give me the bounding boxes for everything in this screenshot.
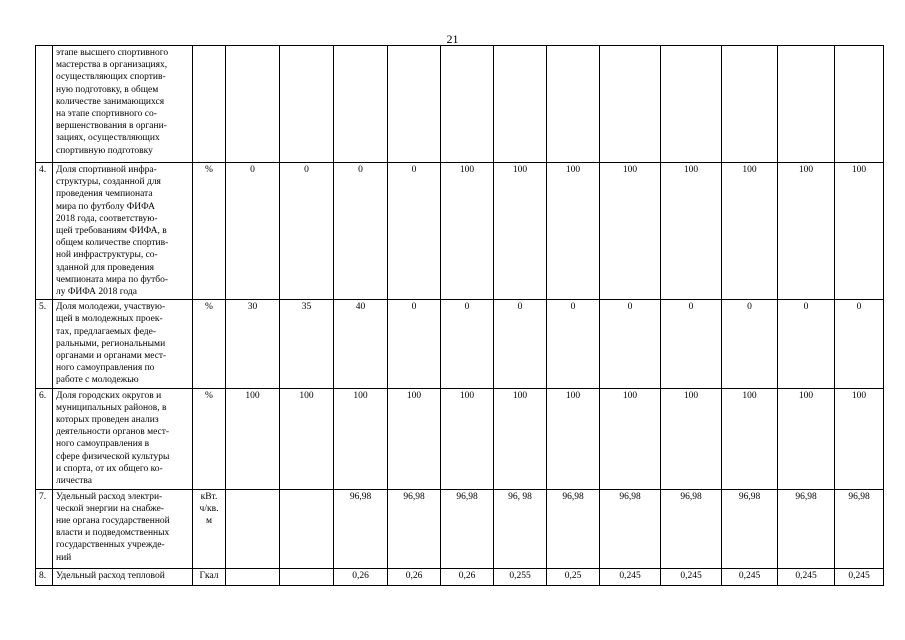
value-cell xyxy=(494,46,547,163)
indicator-line: 2018 года, соответствую- xyxy=(56,213,158,224)
indicator-line: муниципальных районов, в xyxy=(56,402,167,413)
table-row xyxy=(36,46,884,163)
indicator-line: ную подготовку, в общем xyxy=(56,84,159,95)
row-number: 4. xyxy=(36,163,53,300)
value-cell: 0 xyxy=(722,300,778,388)
value-cell: 96,98 xyxy=(388,489,441,568)
indicator-line: сфере физической культуры xyxy=(56,451,170,462)
unit-cell xyxy=(193,163,226,300)
indicator-line: личества xyxy=(56,476,93,487)
value-cell: 0 xyxy=(661,300,722,388)
unit-line: Гкал xyxy=(199,570,219,581)
unit-line: кВт. xyxy=(200,491,218,502)
indicator-name xyxy=(53,163,193,300)
indicator-line: государственных учрежде- xyxy=(56,540,165,551)
value-cell xyxy=(835,46,884,163)
value-cell: 96, 98 xyxy=(494,489,547,568)
value-cell: 96,98 xyxy=(547,489,600,568)
value-cell: 30 xyxy=(226,300,280,388)
value-cell: 40 xyxy=(334,300,388,388)
indicator-line: которых проведен анализ xyxy=(56,415,159,426)
value-cell: 0,245 xyxy=(778,568,835,585)
value-cell: 100 xyxy=(441,388,494,489)
value-cell: 0 xyxy=(547,300,600,388)
value-cell: 0 xyxy=(835,300,884,388)
value-cell: 96,98 xyxy=(334,489,388,568)
value-cell: 96,98 xyxy=(835,489,884,568)
unit-line: ч/кв. xyxy=(199,503,219,514)
indicator-name xyxy=(53,46,193,163)
value-cell: 96,98 xyxy=(661,489,722,568)
indicators-table xyxy=(35,45,884,586)
indicator-line: мира по футболу ФИФА xyxy=(56,201,155,212)
value-cell: 0 xyxy=(334,163,388,300)
value-cell: 100 xyxy=(661,388,722,489)
value-cell: 0 xyxy=(388,163,441,300)
value-cell: 100 xyxy=(600,388,661,489)
value-cell: 100 xyxy=(722,163,778,300)
indicator-line: общем количестве спортив- xyxy=(56,238,169,249)
unit-cell xyxy=(193,300,226,388)
value-cell xyxy=(441,46,494,163)
indicator-name xyxy=(53,489,193,568)
indicator-line: чемпионата мира по футбо- xyxy=(56,274,169,285)
indicator-line: работе с молодежью xyxy=(56,375,139,386)
indicator-line: количестве занимающихся xyxy=(56,96,165,107)
indicator-line: вершенствования в органи- xyxy=(56,121,167,132)
unit-cell xyxy=(193,388,226,489)
row-number: 7. xyxy=(36,489,53,568)
indicator-name xyxy=(53,568,193,585)
table-row xyxy=(36,388,884,489)
table-row xyxy=(36,489,884,568)
indicator-line: ральными, региональными xyxy=(56,338,166,349)
value-cell: 100 xyxy=(494,163,547,300)
unit-line: % xyxy=(205,165,213,175)
value-cell: 100 xyxy=(835,163,884,300)
indicator-line: щей в молодежных проек- xyxy=(56,314,163,325)
value-cell xyxy=(334,46,388,163)
indicator-line: структуры, созданной для xyxy=(56,177,161,188)
indicator-line: и спорта, от их общего ко- xyxy=(56,463,163,474)
value-cell: 0 xyxy=(494,300,547,388)
value-cell: 100 xyxy=(835,388,884,489)
value-cell xyxy=(226,489,280,568)
indicator-line: Удельный расход тепловой xyxy=(56,570,165,581)
value-cell: 0,26 xyxy=(441,568,494,585)
indicator-line: этапе высшего спортивного xyxy=(56,48,169,58)
value-cell xyxy=(388,46,441,163)
indicator-line: проведения чемпионата xyxy=(56,189,153,200)
value-cell: 100 xyxy=(334,388,388,489)
value-cell: 96,98 xyxy=(778,489,835,568)
row-number: 5. xyxy=(36,300,53,388)
value-cell xyxy=(280,46,334,163)
table-row xyxy=(36,568,884,585)
value-cell xyxy=(280,489,334,568)
value-cell: 100 xyxy=(494,388,547,489)
value-cell: 0,25 xyxy=(547,568,600,585)
indicator-line: ние органа государственной xyxy=(56,516,170,527)
unit-cell xyxy=(193,489,226,568)
value-cell: 96,98 xyxy=(722,489,778,568)
value-cell: 35 xyxy=(280,300,334,388)
indicator-line: Доля спортивной инфра- xyxy=(56,165,157,175)
indicator-line: щей требованиям ФИФА, в xyxy=(56,226,167,237)
value-cell: 0 xyxy=(280,163,334,300)
indicator-line: мастерства в организациях, xyxy=(56,60,168,71)
value-cell: 100 xyxy=(441,163,494,300)
row-number: 8. xyxy=(36,568,53,585)
table-body xyxy=(36,46,884,586)
value-cell: 0 xyxy=(778,300,835,388)
indicator-line: ного самоуправления в xyxy=(56,439,150,450)
value-cell xyxy=(280,568,334,585)
value-cell: 100 xyxy=(280,388,334,489)
table-row xyxy=(36,163,884,300)
unit-cell xyxy=(193,568,226,585)
value-cell: 100 xyxy=(778,163,835,300)
value-cell: 0 xyxy=(600,300,661,388)
value-cell: 0,255 xyxy=(494,568,547,585)
indicator-line: зациях, осуществляющих xyxy=(56,133,160,144)
value-cell: 100 xyxy=(388,388,441,489)
unit-line: % xyxy=(205,390,213,401)
value-cell: 96,98 xyxy=(600,489,661,568)
indicator-line: деятельности органов мест- xyxy=(56,427,170,438)
value-cell: 100 xyxy=(661,163,722,300)
value-cell: 0,245 xyxy=(661,568,722,585)
table-row xyxy=(36,300,884,388)
value-cell: 100 xyxy=(547,163,600,300)
indicator-name xyxy=(53,388,193,489)
indicator-line: ческой энергии на снабже- xyxy=(56,503,164,514)
indicator-line: органами и органами мест- xyxy=(56,351,167,362)
indicator-line: ного самоуправления по xyxy=(56,363,155,374)
value-cell xyxy=(778,46,835,163)
value-cell: 100 xyxy=(547,388,600,489)
value-cell xyxy=(661,46,722,163)
value-cell: 0,26 xyxy=(334,568,388,585)
value-cell: 100 xyxy=(722,388,778,489)
indicator-line: лу ФИФА 2018 года xyxy=(56,287,137,298)
value-cell: 0,26 xyxy=(388,568,441,585)
value-cell xyxy=(226,568,280,585)
value-cell xyxy=(722,46,778,163)
page-number: 21 xyxy=(446,32,459,46)
value-cell: 0 xyxy=(226,163,280,300)
indicator-line: зданной для проведения xyxy=(56,262,155,273)
value-cell: 100 xyxy=(600,163,661,300)
value-cell: 100 xyxy=(778,388,835,489)
value-cell xyxy=(547,46,600,163)
unit-line: % xyxy=(205,302,213,313)
value-cell: 0 xyxy=(388,300,441,388)
value-cell xyxy=(600,46,661,163)
value-cell: 0,245 xyxy=(600,568,661,585)
value-cell: 0,245 xyxy=(722,568,778,585)
row-number: 6. xyxy=(36,388,53,489)
indicator-line: спортивную подготовку xyxy=(56,145,153,156)
indicator-line: Удельный расход электри- xyxy=(56,491,163,502)
indicator-line: Доля молодежи, участвую- xyxy=(56,302,166,313)
unit-line: м xyxy=(205,516,212,527)
indicator-line: тах, предлагаемых феде- xyxy=(56,326,157,337)
indicator-line: ной инфраструктуры, со- xyxy=(56,250,158,261)
value-cell: 96,98 xyxy=(441,489,494,568)
indicator-line: ний xyxy=(56,552,72,563)
value-cell: 100 xyxy=(226,388,280,489)
value-cell: 0 xyxy=(441,300,494,388)
value-cell xyxy=(226,46,280,163)
indicator-line: осуществляющих спортив- xyxy=(56,72,166,83)
row-number xyxy=(36,46,53,163)
unit-cell xyxy=(193,46,226,163)
indicator-name xyxy=(53,300,193,388)
indicator-line: на этапе спортивного со- xyxy=(56,109,157,120)
indicator-line: Доля городских округов и xyxy=(56,390,162,401)
value-cell: 0,245 xyxy=(835,568,884,585)
indicator-line: власти и подведомственных xyxy=(56,528,170,539)
